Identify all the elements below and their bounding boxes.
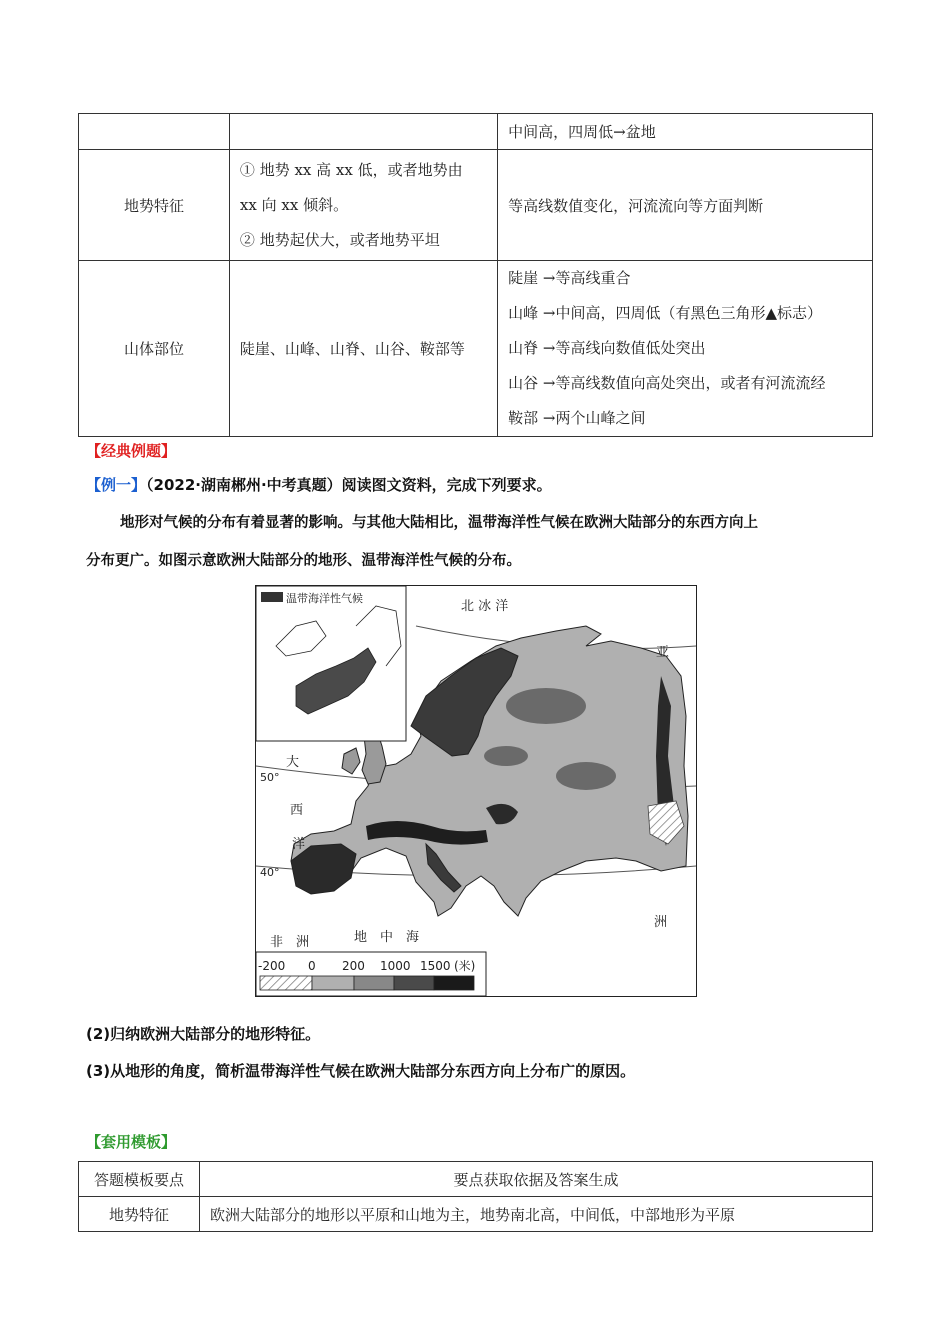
table-row <box>79 150 873 261</box>
example-header <box>86 474 552 495</box>
question-3: (3)从地形的角度，简析温带海洋性气候在欧洲大陆部分东西方向上分布广的原因。 <box>86 1062 636 1080</box>
cell-line: 山峰 →中间高，四周低（有黑色三角形▲标志） <box>508 304 822 322</box>
label-africa: 非 洲 <box>270 935 310 950</box>
example-paragraph-line: 分布更广。如图示意欧洲大陆部分的地形、温带海洋性气候的分布。 <box>86 552 521 569</box>
legend-unit: (米) <box>454 959 476 973</box>
cell-line: xx 向 xx 倾斜。 <box>239 195 349 214</box>
label-atlantic-1: 大 <box>286 755 300 770</box>
table-row <box>79 1197 873 1232</box>
legend-swatch-lowland <box>312 976 354 990</box>
answer-template-table <box>78 1161 873 1232</box>
map-svg <box>256 586 696 996</box>
mountain-parts-cell: 陡崖、山峰、山脊、山谷、鞍部等 <box>229 261 497 437</box>
question-2: (2)归纳欧洲大陆部分的地形特征。 <box>86 1025 321 1043</box>
legend-swatch-high <box>434 976 474 990</box>
terrain-basis-cell: 等高线数值变化，河流流向等方面判断 <box>498 150 873 261</box>
inset-legend-swatch <box>261 592 283 602</box>
example-paragraph-line: 地形对气候的分布有着显著的影响。与其他大陆相比，温带海洋性气候在欧洲大陆部分的东西方向上 <box>120 514 758 531</box>
label-arctic-ocean: 北 冰 洋 <box>461 599 509 614</box>
example-tag: 【例一】 <box>86 476 147 494</box>
cell-line: 山脊 →等高线向数值低处突出 <box>508 339 706 357</box>
table-cell <box>79 114 230 150</box>
table-cell: 地势特征 <box>79 1197 200 1232</box>
legend-swatch-hill <box>354 976 394 990</box>
table-header-row <box>79 1162 873 1197</box>
label-atlantic-3: 洋 <box>292 837 306 852</box>
table-cell: 欧洲大陆部分的地形以平原和山地为主，地势南北高，中间低，中部地形为平原 <box>200 1197 873 1232</box>
inset-legend-label: 温带海洋性气候 <box>286 592 363 605</box>
section-heading-example: 【经典例题】 <box>86 442 177 460</box>
label-mediterranean: 地 中 海 <box>354 930 420 945</box>
europe-terrain-climate-map <box>255 585 697 997</box>
cell-line: ① 地势 xx 高 xx 低，或者地势由 <box>239 160 463 179</box>
row-label-terrain: 地势特征 <box>79 150 230 261</box>
table-header-cell: 要点获取依据及答案生成 <box>200 1162 873 1197</box>
legend-value: 0 <box>308 959 316 973</box>
table-header-cell: 答题模板要点 <box>79 1162 200 1197</box>
upland-patch <box>556 762 616 790</box>
label-asia-2: 洲 <box>654 915 668 930</box>
inset-map-frame <box>256 586 406 741</box>
table-row <box>79 114 873 150</box>
label-lat-40: 40° <box>260 866 280 879</box>
table-row <box>79 261 873 437</box>
legend-swatch-mountain <box>394 976 434 990</box>
legend-value: 200 <box>342 959 365 973</box>
cell-line: ② 地势起伏大，或者地势平坦 <box>239 230 440 249</box>
legend-value: 1000 <box>380 959 411 973</box>
upland-patch <box>506 688 586 724</box>
legend-swatch-below-sea <box>260 976 312 990</box>
upland-patch <box>484 746 528 766</box>
cell-line: 陡崖 →等高线重合 <box>508 269 631 287</box>
section-heading-template: 【套用模板】 <box>86 1133 177 1151</box>
label-atlantic-2: 西 <box>290 803 304 818</box>
elevation-legend <box>256 952 486 996</box>
terrain-reading-table <box>78 113 873 437</box>
ireland <box>342 748 360 774</box>
cell-line: 鞍部 →两个山峰之间 <box>508 409 646 427</box>
label-lat-50: 50° <box>260 771 280 784</box>
row-label-mountain: 山体部位 <box>79 261 230 437</box>
legend-value: -200 <box>258 959 286 973</box>
label-asia-1: 亚 <box>656 645 670 660</box>
table-cell: 中间高，四周低→盆地 <box>498 114 873 150</box>
cell-line: 山谷 →等高线数值向高处突出，或者有河流流经 <box>508 374 826 392</box>
example-source: （2022·湖南郴州·中考真题）阅读图文资料，完成下列要求。 <box>146 476 552 494</box>
terrain-template-cell <box>229 150 497 261</box>
mountain-basis-cell <box>498 261 873 437</box>
table-cell <box>229 114 497 150</box>
legend-value: 1500 <box>420 959 451 973</box>
